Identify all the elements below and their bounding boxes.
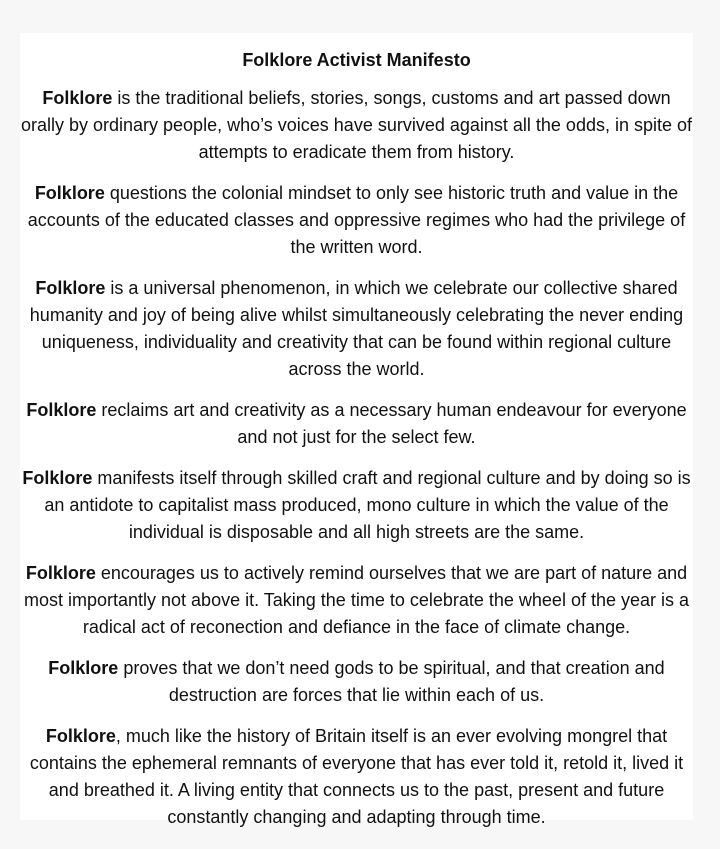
paragraph-lead-word: Folklore (26, 400, 97, 420)
paragraph-lead-word: Folklore (42, 88, 113, 108)
manifesto-paragraph-4 (20, 397, 693, 451)
paragraph-text: , much like the history of Britain itself is an ever evolving mongrel that contains the ephemeral remnants of everyone that has ever told it, retold it, lived it and breathed it. A living entity that connects us to the past, present and future constantly changing and adapting through time. (29, 726, 684, 827)
manifesto-paragraph-3 (20, 275, 693, 383)
paragraph-text: is a universal phenomenon, in which we celebrate our collective shared humanity and joy of being alive whilst simultaneously celebrating the never ending uniqueness, individuality and creativity that can be found within regional culture across the world. (29, 278, 684, 379)
paragraph-lead-word: Folklore (45, 726, 116, 746)
manifesto-page (20, 33, 693, 827)
paragraph-text: is the traditional beliefs, stories, songs, customs and art passed down orally by ordinary people, who’s voices have survived against all the odds, in spite of attempts to eradicate them from history. (20, 88, 693, 162)
paragraph-text: encourages us to actively remind ourselves that we are part of nature and most importantly not above it. Taking the time to celebrate the wheel of the year is a radical act of reconection and defiance in the face of climate change. (23, 563, 690, 637)
manifesto-paragraph-1 (20, 85, 693, 166)
paragraph-lead-word: Folklore (22, 468, 93, 488)
paragraph-text: questions the colonial mindset to only see historic truth and value in the accounts of the educated classes and oppressive regimes who had the privilege of the written word. (27, 183, 686, 257)
paragraph-text: reclaims art and creativity as a necessary human endeavour for everyone and not just for the select few. (96, 400, 687, 447)
paragraph-lead-word: Folklore (34, 183, 105, 203)
manifesto-paragraph-2 (20, 180, 693, 261)
paragraph-text: proves that we don’t need gods to be spiritual, and that creation and destruction are forces that lie within each of us. (118, 658, 665, 705)
paragraph-text: manifests itself through skilled craft and regional culture and by doing so is an antidote to capitalist mass produced, mono culture in which the value of the individual is disposable and all high streets are the same. (44, 468, 691, 542)
page-title: Folklore Activist Manifesto (242, 50, 471, 70)
paragraph-lead-word: Folklore (25, 563, 96, 583)
manifesto-paragraph-8 (20, 723, 693, 831)
paragraph-lead-word: Folklore (48, 658, 119, 678)
manifesto-paragraph-6 (20, 560, 693, 641)
manifesto-paragraph-5 (20, 465, 693, 546)
paragraph-lead-word: Folklore (35, 278, 106, 298)
manifesto-paragraph-7 (20, 655, 693, 709)
